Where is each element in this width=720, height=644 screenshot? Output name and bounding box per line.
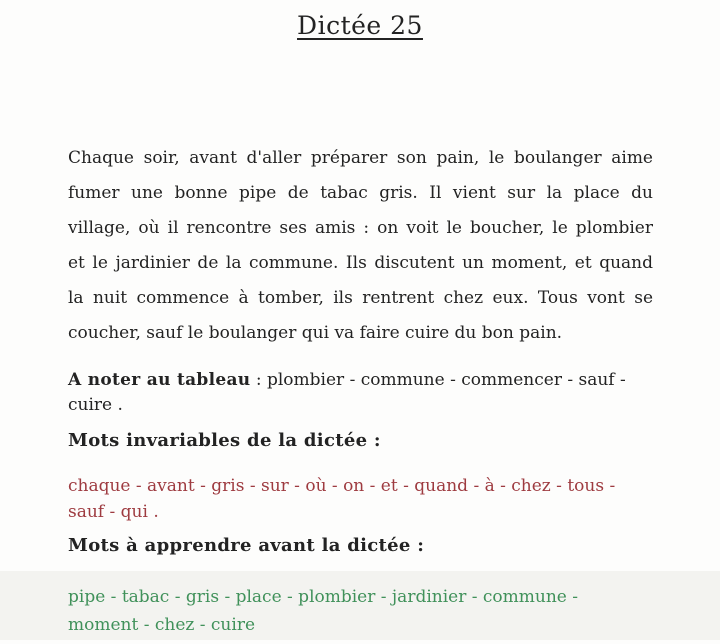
invariable-words-line: chaque - avant - gris - sur - où - on - et - quand - à - chez - tous - xyxy=(68,476,616,496)
dictation-line: la nuit commence à tomber, ils rentrent chez eux. Tous vont se xyxy=(68,288,653,308)
words-to-learn-list xyxy=(68,583,678,639)
board-note-line xyxy=(68,368,668,393)
dictation-paragraph xyxy=(68,141,653,351)
board-note-label: A noter au tableau xyxy=(68,370,251,390)
dictation-line: coucher, sauf le boulanger qui va faire cuire du bon pain. xyxy=(68,323,563,343)
board-note-section xyxy=(68,368,668,418)
board-note-line: cuire . xyxy=(68,395,123,415)
words-to-learn-heading: Mots à apprendre avant la dictée : xyxy=(68,535,425,556)
invariable-words-list xyxy=(68,473,678,525)
dictation-line: et le jardinier de la commune. Ils discutent un moment, et quand xyxy=(68,253,653,273)
words-to-learn-line: pipe - tabac - gris - place - plombier - jardinier - commune - xyxy=(68,587,578,607)
invariables-heading: Mots invariables de la dictée : xyxy=(68,430,381,451)
dictation-line: village, où il rencontre ses amis : on voit le boucher, le plombier xyxy=(68,218,653,238)
dictation-line: Chaque soir, avant d'aller préparer son pain, le boulanger aime xyxy=(68,148,653,168)
board-note-words: : plombier - commune - commencer - sauf - xyxy=(250,370,626,390)
words-to-learn-line: moment - chez - cuire xyxy=(68,615,255,635)
page-title: Dictée 25 xyxy=(297,11,423,40)
invariable-words-line: sauf - qui . xyxy=(68,502,159,522)
dictation-line: fumer une bonne pipe de tabac gris. Il vient sur la place du xyxy=(68,183,653,203)
